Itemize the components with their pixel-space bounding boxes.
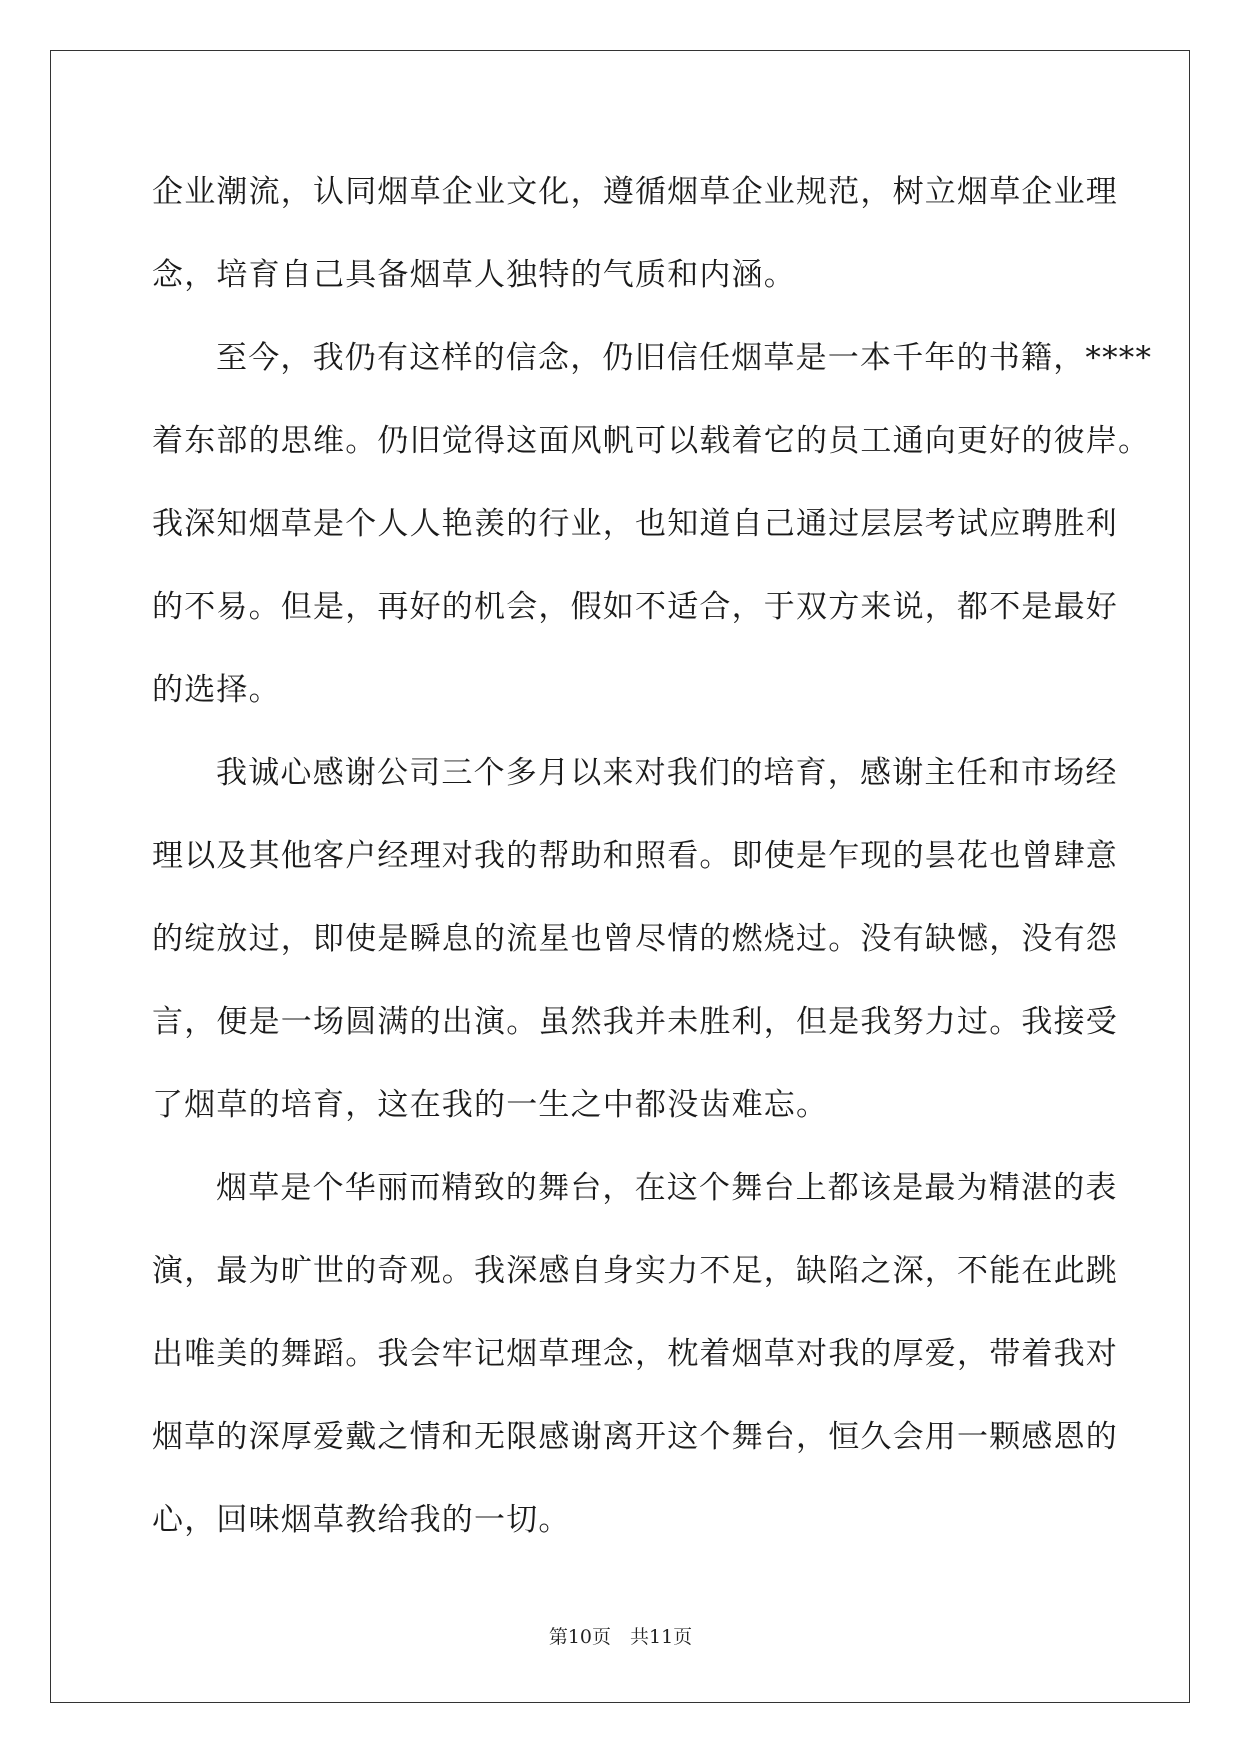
text-line: 企业潮流，认同烟草企业文化，遵循烟草企业规范，树立烟草企业理	[152, 174, 1118, 210]
text-line: 出唯美的舞蹈。我会牢记烟草理念，枕着烟草对我的厚爱，带着我对	[152, 1336, 1118, 1372]
text-line: 心，回味烟草教给我的一切。	[152, 1502, 571, 1538]
text-line: 理以及其他客户经理对我的帮助和照看。即使是乍现的昙花也曾肆意	[152, 838, 1118, 874]
text-line: 了烟草的培育，这在我的一生之中都没齿难忘。	[152, 1087, 829, 1123]
text-line: 的绽放过，即使是瞬息的流星也曾尽情的燃烧过。没有缺憾，没有怨	[152, 921, 1118, 957]
text-line: 烟草的深厚爱戴之情和无限感谢离开这个舞台，恒久会用一颗感恩的	[152, 1419, 1118, 1455]
text-line: 我诚心感谢公司三个多月以来对我们的培育，感谢主任和市场经	[216, 755, 1118, 791]
page-number-footer: 第10页 共11页	[548, 1626, 693, 1648]
document-body	[152, 167, 1153, 1578]
text-line: 的选择。	[152, 672, 281, 708]
text-line: 的不易。但是，再好的机会，假如不适合，于双方来说，都不是最好	[152, 589, 1118, 625]
text-line: 言，便是一场圆满的出演。虽然我并未胜利，但是我努力过。我接受	[152, 1004, 1118, 1040]
text-line: 着东部的思维。仍旧觉得这面风帆可以载着它的员工通向更好的彼岸。	[152, 423, 1151, 459]
text-line: 烟草是个华丽而精致的舞台，在这个舞台上都该是最为精湛的表	[216, 1170, 1118, 1206]
text-line: 我深知烟草是个人人艳羡的行业，也知道自己通过层层考试应聘胜利	[152, 506, 1118, 542]
text-line: 念，培育自己具备烟草人独特的气质和内涵。	[152, 257, 796, 293]
text-line: 至今，我仍有这样的信念，仍旧信任烟草是一本千年的书籍，****	[216, 340, 1153, 376]
text-line: 演，最为旷世的奇观。我深感自身实力不足，缺陷之深，不能在此跳	[152, 1253, 1118, 1289]
